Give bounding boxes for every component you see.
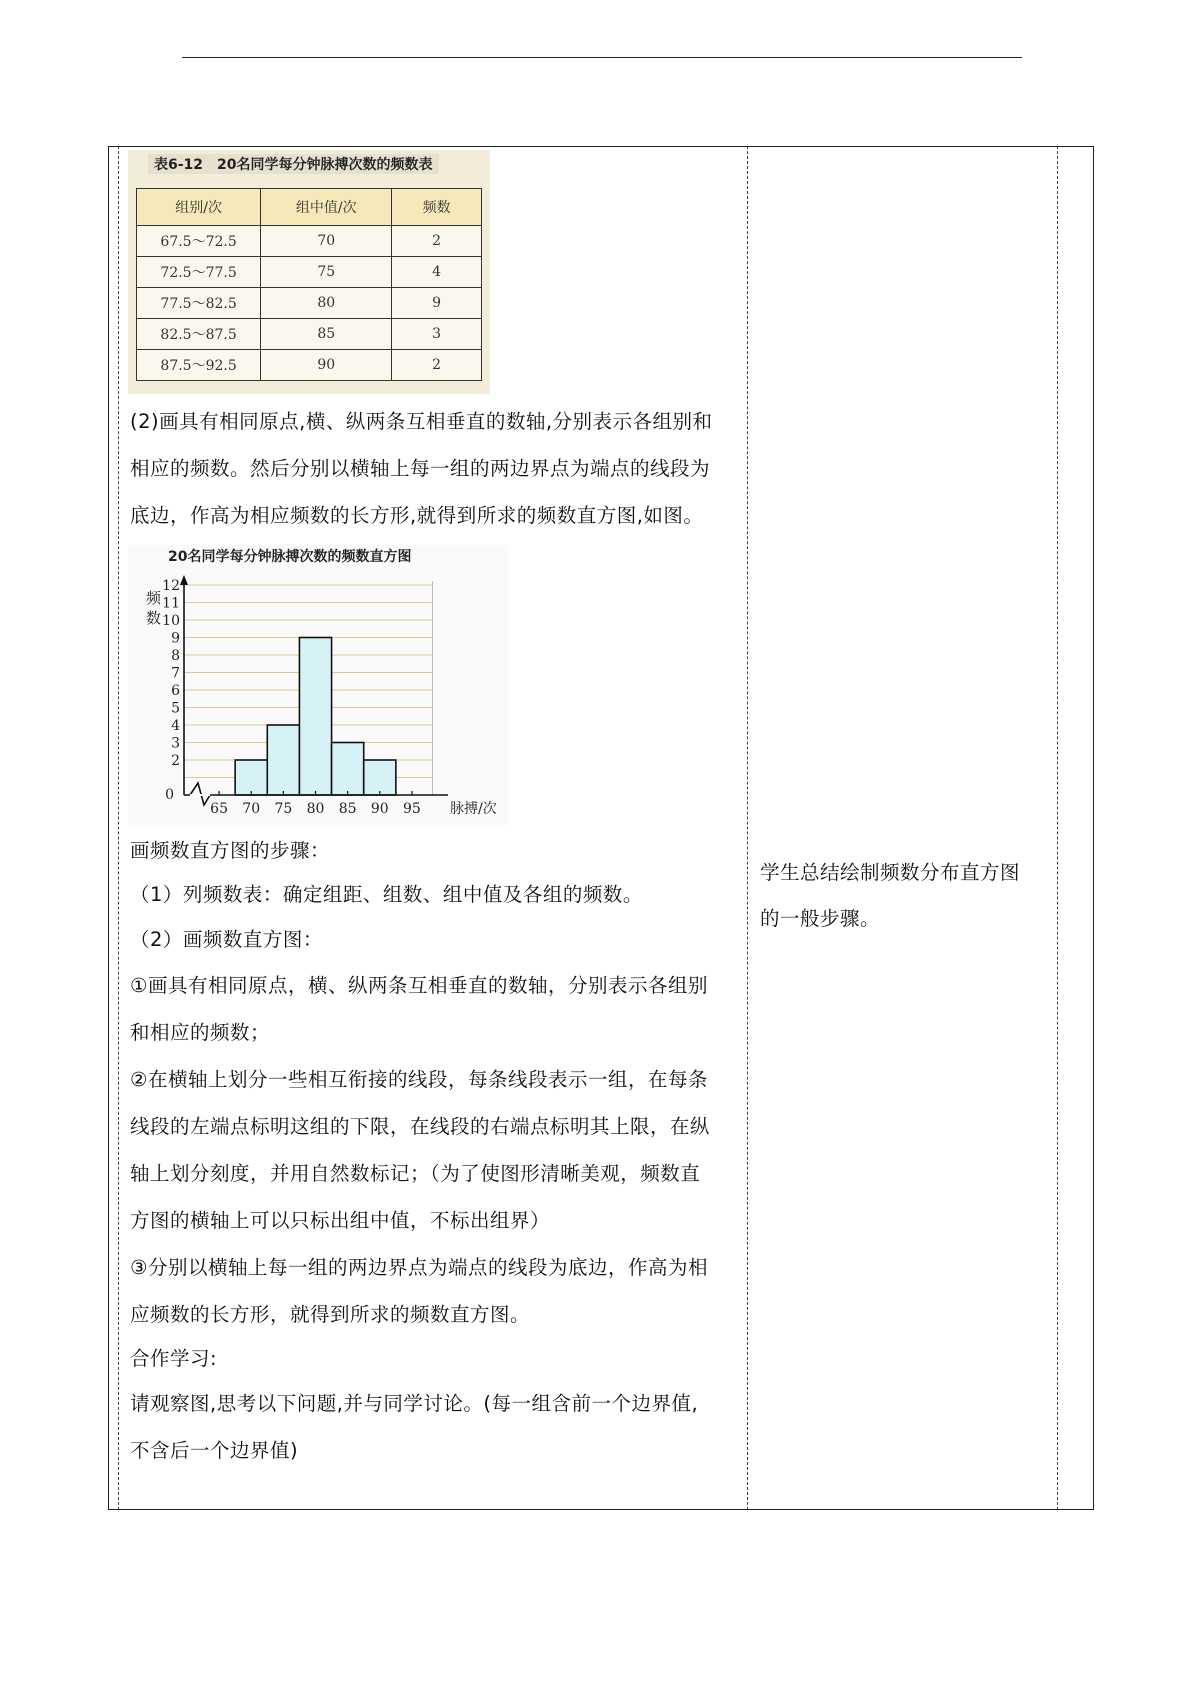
paragraph: （1）列频数表：确定组距、组数、组中值及各组的频数。 [130,883,643,906]
axis-break-gap [190,794,210,796]
table-row [137,350,482,381]
y-tick-label: 5 [171,700,180,717]
paragraph: 相应的频数。然后分别以横轴上每一组的两边界点为端点的线段为 [130,457,711,480]
cell-group: 87.5～92.5 [137,350,261,381]
paragraphs-top [130,398,740,539]
cell-midpoint: 90 [261,350,392,381]
header-midpoint: 组中值/次 [261,189,392,226]
y-tick-label: 9 [171,630,180,647]
y-tick-label: 11 [162,595,180,612]
table-row [137,319,482,350]
cell-midpoint: 70 [261,226,392,257]
histogram-bar [299,638,331,796]
x-tick-label: 70 [242,801,261,817]
paragraph: 线段的左端点标明这组的下限，在线段的右端点标明其上限，在纵 [130,1115,711,1138]
cell-group: 67.5～72.5 [137,226,261,257]
cell-frequency: 3 [392,319,482,350]
x-tick-label: 75 [274,801,293,817]
paragraph: 方图的横轴上可以只标出组中值，不标出组界） [130,1209,551,1232]
x-tick-label: 95 [403,801,421,817]
table-title [148,154,439,174]
y-tick-label: 12 [162,578,180,594]
cell-group: 82.5～87.5 [137,319,261,350]
chart-title: 20名同学每分钟脉搏次数的频数直方图 [168,549,412,565]
paragraph: 底边，作高为相应频数的长方形,就得到所求的频数直方图,如图。 [130,504,704,527]
paragraph: （2）画频数直方图： [130,928,323,951]
histogram-bar [267,725,299,795]
cell-group: 77.5～82.5 [137,288,261,319]
y-axis-arrow [180,575,188,585]
y-axis-label: 数 [146,609,162,627]
y-tick-label: 4 [171,718,180,734]
table-header-row [137,189,482,226]
paragraph: 不含后一个边界值) [130,1439,299,1462]
frequency-table [136,188,482,381]
frequency-table-figure [128,150,490,394]
paragraph: 请观察图,思考以下问题,并与同学讨论。(每一组含前一个边界值, [130,1392,699,1415]
cell-group: 72.5～77.5 [137,257,261,288]
y-axis-label: 频 [146,589,162,607]
table-row [137,288,482,319]
cell-frequency: 2 [392,226,482,257]
paragraphs-bottom [130,830,740,1474]
header-rule [182,57,1022,58]
table-row [137,226,482,257]
header-group: 组别/次 [137,189,261,226]
table-row [137,257,482,288]
paragraph: ②在横轴上划分一些相互衔接的线段，每条线段表示一组，在每条 [130,1068,708,1091]
paragraph: (2)画具有相同原点,横、纵两条互相垂直的数轴,分别表示各组别和 [130,410,713,433]
paragraph: 轴上划分刻度，并用自然数标记；（为了使图形清晰美观，频数直 [130,1162,701,1185]
y-tick-label: 6 [171,683,180,699]
cell-midpoint: 75 [261,257,392,288]
x-tick-label: 85 [338,801,357,817]
plot-border [432,581,433,795]
cell-midpoint: 85 [261,319,392,350]
header-frequency: 频数 [392,189,482,226]
student-activity-text [760,850,1050,942]
activity-line: 的一般步骤。 [760,907,881,930]
histogram-bar [332,743,364,796]
x-tick-label: 65 [210,801,228,817]
cell-frequency: 4 [392,257,482,288]
paragraph: 画频数直方图的步骤： [130,839,331,862]
x-tick-label: 80 [306,801,325,817]
paragraph: 合作学习: [130,1347,218,1370]
paragraph: 和相应的频数； [130,1021,271,1044]
origin-label: 0 [165,787,174,803]
paragraph: 应频数的长方形，就得到所求的频数直方图。 [130,1303,531,1326]
cell-midpoint: 80 [261,288,392,319]
x-tick-label: 90 [370,801,389,817]
y-tick-label: 7 [171,665,180,682]
table-title-text: 20名同学每分钟脉搏次数的频数表 [217,157,433,173]
table-number: 表6-12 [154,157,204,173]
histogram-bar [364,760,396,795]
histogram-bar [235,760,267,795]
paragraph: ③分别以横轴上每一组的两边界点为端点的线段为底边，作高为相 [130,1256,708,1279]
activity-line: 学生总结绘制频数分布直方图 [760,861,1021,884]
y-tick-label: 3 [171,735,180,752]
paragraph: ①画具有相同原点，横、纵两条互相垂直的数轴，分别表示各组别 [130,974,708,997]
y-tick-label: 10 [162,613,180,629]
histogram-figure [128,545,508,825]
histogram-chart [128,545,508,825]
student-activity-column [748,146,1058,1510]
x-axis-label: 脉搏/次 [450,801,497,817]
cell-frequency: 9 [392,288,482,319]
cell-frequency: 2 [392,350,482,381]
y-tick-label: 8 [171,648,180,664]
y-tick-label: 2 [171,753,180,769]
